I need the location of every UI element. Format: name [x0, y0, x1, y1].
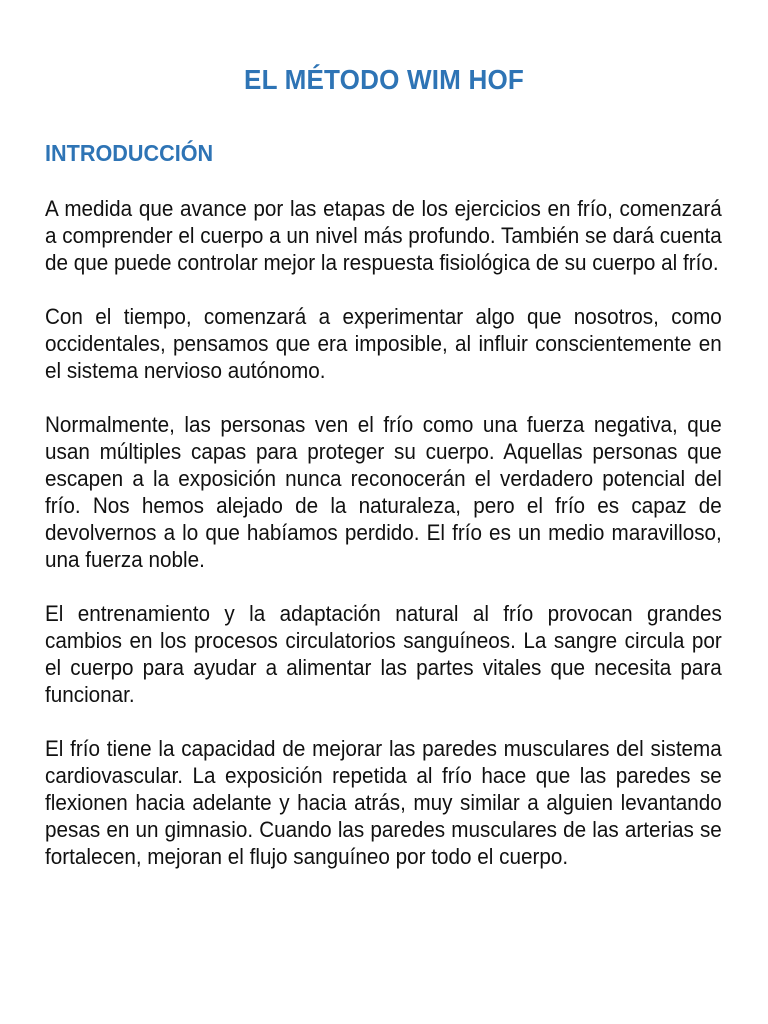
- paragraph: El entrenamiento y la adaptación natural al frío provocan grandes cambios en los procesos circulatorios sanguíneos. La sangre circula por el cuerpo para ayudar a alimentar las partes vitales que necesita para funcionar.: [45, 601, 722, 707]
- paragraph: El frío tiene la capacidad de mejorar las paredes musculares del sistema cardiovascular. La exposición repetida al frío hace que las paredes se flexionen hacia adelante y hacia atrás, muy similar a alguien levantando pesas en un gimnasio. Cuando las paredes musculares de las arterias se fortalecen, mejoran el flujo sanguíneo por todo el cuerpo.: [45, 736, 722, 869]
- body-text: [45, 195, 722, 897]
- paragraph: Normalmente, las personas ven el frío como una fuerza negativa, que usan múltiples capas para proteger su cuerpo. Aquellas personas que escapen a la exposición nunca reconocerán el verdadero potencial del frío. Nos hemos alejado de la naturaleza, pero el frío es capaz de devolvernos a lo que habíamos perdido. El frío es un medio maravilloso, una fuerza noble.: [45, 412, 722, 572]
- section-heading: INTRODUCCIÓN: [45, 140, 214, 166]
- paragraph: A medida que avance por las etapas de los ejercicios en frío, comenzará a comprender el cuerpo a un nivel más profundo. También se dará cuenta de que puede controlar mejor la respuesta fisiológica de su cuerpo al frío.: [45, 196, 722, 275]
- paragraph: Con el tiempo, comenzará a experimentar algo que nosotros, como occidentales, pensamos que era imposible, al influir conscientemente en el sistema nervioso autónomo.: [45, 304, 722, 383]
- document-title: EL MÉTODO WIM HOF: [244, 64, 524, 95]
